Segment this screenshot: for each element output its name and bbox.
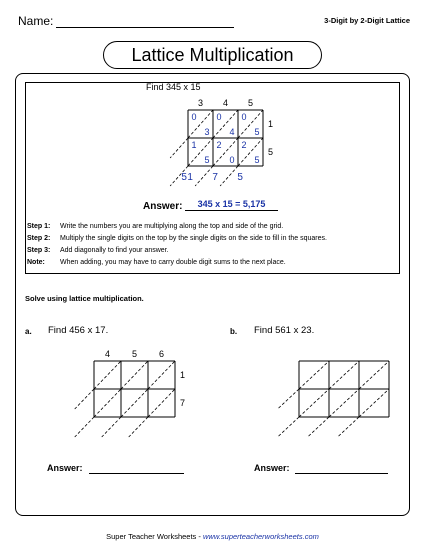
step-text: When adding, you may have to carry double digit sums to the next place.: [60, 259, 286, 266]
side-digit: 7: [180, 398, 186, 408]
problem-a-letter: a.: [25, 327, 32, 336]
problem-b-letter: b.: [230, 327, 238, 336]
cell-ones-digit: 4: [229, 127, 235, 137]
step-text: Add diagonally to find your answer.: [60, 247, 169, 254]
diagonal-line: [94, 389, 121, 417]
top-digit: 3: [197, 98, 204, 108]
cell-ones-digit: 5: [204, 155, 210, 165]
problem-a-answer-label: Answer:: [47, 463, 83, 473]
cell-tens-digit: 1: [191, 140, 197, 150]
step-key: Step 1:: [27, 223, 51, 230]
name-label: Name:: [18, 14, 54, 28]
step-key: Step 3:: [27, 247, 51, 254]
diagonal-line: [329, 389, 359, 417]
diagonal-extension: [278, 389, 299, 409]
cell-tens-digit: 0: [191, 112, 197, 122]
diagonal-extension: [220, 166, 238, 186]
cell-tens-digit: 0: [216, 112, 222, 122]
diagonal-extension: [170, 138, 188, 158]
diagonal-line: [121, 361, 148, 389]
result-digit: 5: [181, 172, 187, 183]
diagonal-line: [121, 389, 148, 417]
cell-tens-digit: 2: [216, 140, 222, 150]
diagonal-line: [148, 361, 175, 389]
step-key: Note:: [27, 259, 45, 266]
diagonal-extension: [278, 417, 299, 437]
problem-b-answer-label: Answer:: [254, 463, 290, 473]
problem-b-lattice-grid: [278, 361, 389, 437]
example-answer-line: [185, 210, 278, 211]
worksheet-subtitle: 3-Digit by 2-Digit Lattice: [324, 16, 410, 25]
cell-ones-digit: 0: [229, 155, 235, 165]
cell-tens-digit: 2: [241, 140, 247, 150]
diagonal-line: [299, 389, 329, 417]
diagonal-line: [148, 389, 175, 417]
diagonal-extension: [308, 417, 329, 437]
side-digit: 5: [268, 147, 274, 157]
diagonal-line: [94, 361, 121, 389]
top-digit: 5: [247, 98, 254, 108]
top-digit: 4: [222, 98, 229, 108]
top-digit: 4: [104, 349, 111, 359]
cell-tens-digit: 0: [241, 112, 247, 122]
diagonal-line: [359, 389, 389, 417]
instruction-text: Solve using lattice multiplication.: [25, 294, 144, 303]
example-answer-label: Answer:: [143, 201, 183, 212]
footer: [0, 532, 425, 541]
problem-a-text: Find 456 x 17.: [48, 325, 109, 336]
example-find-text: Find 345 x 15: [146, 82, 201, 92]
footer-link[interactable]: www.superteacherworksheets.com: [202, 532, 319, 541]
step-key: Step 2:: [27, 235, 51, 242]
diagonal-extension: [338, 417, 359, 437]
diagonal-extension: [75, 389, 94, 409]
side-digit: 1: [268, 119, 274, 129]
diagonal-extension: [75, 417, 94, 437]
cell-ones-digit: 5: [254, 155, 260, 165]
problem-a-lattice-grid: [75, 349, 185, 437]
cell-ones-digit: 5: [254, 127, 260, 137]
diagonal-extension: [102, 417, 121, 437]
step-text: Multiply the single digits on the top by the single digits on the side to fill in the squares.: [60, 235, 327, 242]
diagonal-extension: [129, 417, 148, 437]
worksheet-title: Lattice Multiplication: [103, 41, 322, 69]
footer-text: Super Teacher Worksheets -: [106, 532, 203, 541]
diagonal-line: [359, 361, 389, 389]
result-digit: 5: [237, 172, 243, 183]
diagonal-line: [329, 361, 359, 389]
problem-b-answer-line[interactable]: [295, 473, 388, 474]
step-text: Write the numbers you are multiplying along the top and side of the grid.: [60, 223, 284, 230]
side-digit: 1: [180, 370, 186, 380]
problem-a-answer-line[interactable]: [89, 473, 184, 474]
diagonal-line: [299, 361, 329, 389]
example-answer-value: 345 x 15 = 5,175: [197, 199, 266, 209]
top-digit: 5: [131, 349, 138, 359]
result-digit: 1: [187, 172, 193, 183]
cell-ones-digit: 3: [204, 127, 210, 137]
problem-b-text: Find 561 x 23.: [254, 325, 315, 336]
diagonal-extension: [195, 166, 213, 186]
result-digit: 7: [212, 172, 218, 183]
example-lattice-grid: [170, 98, 273, 186]
top-digit: 6: [158, 349, 165, 359]
